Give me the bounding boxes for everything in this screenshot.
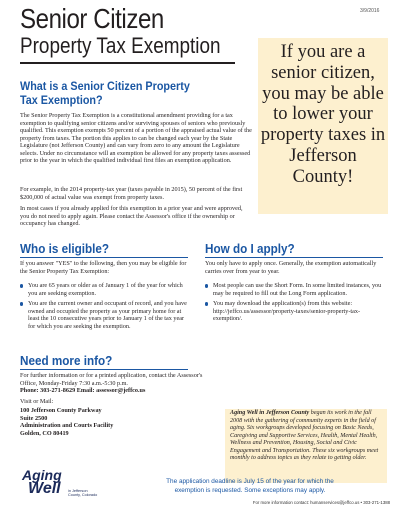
aging-well-body: began its work in the fall 2008 with the gathering of community experts in the field of aging. Six workgroups developed focusing on Basic Needs, Caregiving and Supportive Services, Health, Mental Health, Wellness and Prevention, Housing, Social and Civic Engagement and Transportation. These six workgroups meet monthly to address topics as they relate to getting older. — [230, 410, 379, 461]
eligible-rule — [20, 257, 188, 258]
heading-what-is — [20, 79, 190, 107]
bullet-icon — [20, 302, 23, 305]
what-paragraph-3: In most cases if you already applied for this exemption in a prior year and were approved, you do not need to apply again. Please contact the Assessor's office if the ownership or occupancy has changed. — [20, 205, 243, 228]
address-line: 100 Jefferson County Parkway — [20, 407, 102, 414]
what-paragraph-1: The Senior Property Tax Exemption is a constitutional amendment providing for a tax exemption to qualifying senior citizens and/or surviving spouses of seniors who previously qualified. This exemption exempts 50 percent of a portion of the appraised actual value of the property from taxes. The portion this applies to can be changed each year by the State Legislature (not Jefferson County) and can vary from zero to any amount the Legislature selects. Under no circumstance will an exemption be allowed for any property taxes assessed prior to the year in which the qualified individual first files an exemption application. — [20, 112, 252, 165]
list-item-text: You are 65 years or older as of January 1 of the year for which you are seeking exemption. — [28, 282, 183, 297]
heading-more-info: Need more info? — [20, 353, 113, 368]
address-line: Golden, CO 80419 — [20, 429, 69, 437]
apply-list — [205, 282, 385, 326]
aging-well-text — [230, 410, 385, 463]
heading-what-is-line2: Tax Exemption? — [20, 93, 103, 107]
footer-contact: For more information contact: humanservices@jeffco.us • 303-271-1388 — [252, 500, 390, 505]
apply-intro: You only have to apply once. Generally, the exemption automatically carries over from year to year. — [205, 260, 377, 275]
visit-label: Visit or Mail: — [20, 398, 54, 405]
title-rule — [20, 62, 235, 64]
deadline-notice — [130, 478, 370, 495]
list-item-text: Most people can use the Short Form. In some limited instances, you may be required to fill out the Long Form application. — [213, 282, 382, 297]
bullet-icon — [205, 284, 208, 287]
eligible-list — [20, 282, 192, 333]
address-line: Suite 2500 — [20, 414, 48, 422]
heading-what-is-line1: What is a Senior Citizen Property — [20, 79, 190, 93]
bullet-icon — [20, 284, 23, 287]
list-item[interactable] — [205, 300, 385, 323]
document-date: 3/9/2016 — [360, 8, 380, 14]
deadline-line-2: exemption is requested. Some exceptions may apply. — [174, 486, 326, 494]
aging-well-lead: Aging Well in Jefferson County — [230, 410, 310, 416]
mailing-address — [20, 407, 190, 437]
heading-who-eligible: Who is eligible? — [20, 241, 110, 256]
list-item — [205, 282, 385, 297]
title-line-2: Property Tax Exemption — [20, 33, 221, 58]
heading-how-apply: How do I apply? — [205, 241, 295, 256]
application-download-link[interactable]: You may download the application(s) from this website: http://jeffco.us/assessor/property-taxes/senior-property-tax-exemption/. — [213, 300, 361, 323]
deadline-line-1: The application deadline is July 15 of the year for which the — [166, 478, 334, 485]
aging-well-logo-well: Well — [28, 480, 61, 497]
eligible-intro: If you answer "YES" to the following, then you may be eligible for the Senior Property Tax Exemption: — [20, 260, 187, 275]
address-line: Administration and Courts Facility — [20, 422, 114, 430]
info-description: For further information or for a printed application, contact the Assessor's Office, Monday-Friday 7:30 a.m.-5:30 p.m. — [20, 372, 203, 387]
list-item-text: You are the current owner and occupant of record, and you have owned and occupied the property as your primary home for at least the 10 consecutive years prior to January 1 of the tax year for which you are seeking the exemption. — [28, 300, 187, 330]
contact-line[interactable]: Phone: 303-271-8629 Email: assessor@jeffco.us — [20, 387, 146, 395]
aging-well-logo-sub-1: in Jefferson — [68, 489, 88, 493]
what-paragraph-2: For example, in the 2014 property-tax year (taxes payable in 2015), 50 percent of the first $200,000 of actual value was exempt from property taxes. — [20, 186, 243, 201]
apply-rule — [205, 257, 383, 258]
bullet-icon — [205, 302, 208, 305]
list-item — [20, 282, 192, 297]
callout-text: If you are a senior citizen, you may be able to lower your property taxes in Jefferson County! — [260, 42, 386, 187]
list-item — [20, 300, 192, 330]
info-text — [20, 372, 205, 395]
info-rule — [20, 369, 188, 370]
title-line-1: Senior Citizen — [20, 3, 164, 34]
aging-well-logo-sub-2: County, Colorado — [68, 493, 98, 497]
aging-well-logo-aging: Aging — [22, 467, 62, 483]
